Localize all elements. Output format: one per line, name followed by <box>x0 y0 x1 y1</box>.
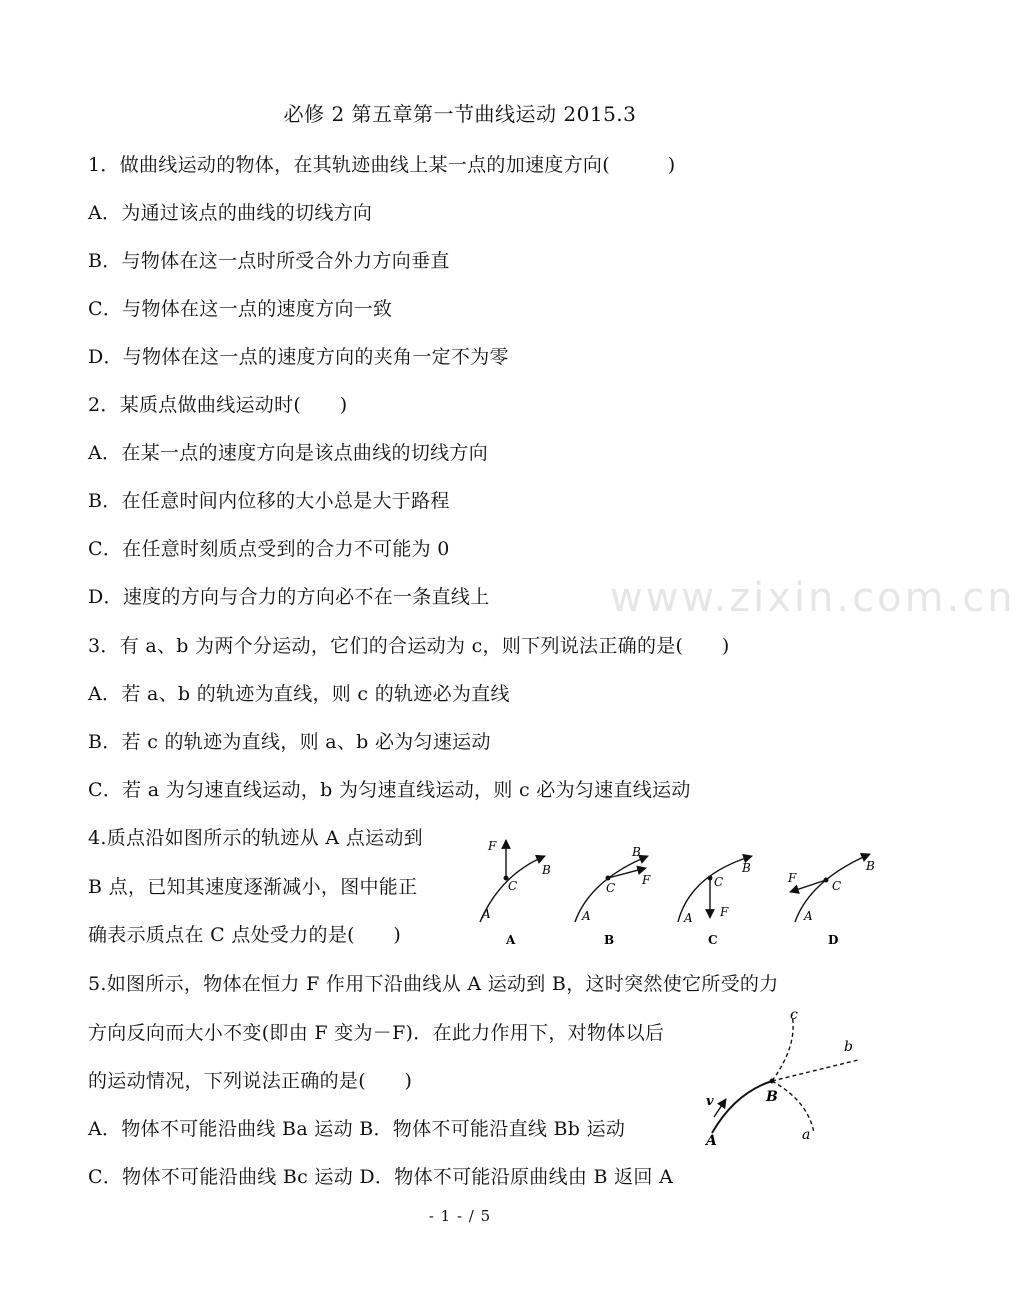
q4-panel-d-label-f: F <box>788 871 797 885</box>
q4-line-2: B 点，已知其速度逐渐减小，图中能正 <box>88 876 418 898</box>
page-number: - 1 - / 5 <box>428 1207 492 1225</box>
q4-panel-c <box>678 856 752 947</box>
q5-figure <box>690 1005 870 1150</box>
q5-line-1: 5.如图所示，物体在恒力 F 作用下沿曲线从 A 运动到 B，这时突然使它所受的力 <box>88 973 779 995</box>
q4-panel-d-label-a: A <box>804 909 813 923</box>
q4-figure <box>470 830 890 950</box>
q4-panel-a-label-b: B <box>542 863 551 877</box>
q4-panel-c-label-a: A <box>684 911 693 925</box>
q4-line-1: 4.质点沿如图所示的轨迹从 A 点运动到 <box>88 827 423 849</box>
q4-line-3: 确表示质点在 C 点处受力的是( ) <box>88 924 402 946</box>
q1-option-c: C．与物体在这一点的速度方向一致 <box>88 298 393 320</box>
q4-panel-b-label-b: B <box>632 845 641 859</box>
q5-label-a-point: A <box>706 1133 717 1149</box>
q1-stem: 1．做曲线运动的物体，在其轨迹曲线上某一点的加速度方向( ) <box>88 154 676 176</box>
q5-label-c: c <box>790 1007 798 1023</box>
q4-panel-a-label-f: F <box>488 839 497 853</box>
q5-label-b-point: B <box>766 1089 778 1105</box>
q2-option-a: A．在某一点的速度方向是该点曲线的切线方向 <box>88 442 489 464</box>
q5-label-a-lower: a <box>802 1127 811 1143</box>
q1-option-a: A．为通过该点的曲线的切线方向 <box>88 202 373 224</box>
q4-panel-d-caption: D <box>828 933 839 947</box>
q2-option-c: C．在任意时刻质点受到的合力不可能为 0 <box>88 538 450 560</box>
q4-panel-d <box>787 854 875 947</box>
q4-panel-b <box>575 845 651 947</box>
q4-panel-c-label-c: C <box>714 875 724 889</box>
q4-panel-b-label-c: C <box>606 881 616 895</box>
q4-panel-d-label-b: B <box>866 859 875 873</box>
q2-option-d: D．速度的方向与合力的方向必不在一条直线上 <box>88 586 490 608</box>
document-title: 必修 2 第五章第一节曲线运动 2015.3 <box>283 102 637 126</box>
q3-option-c: C．若 a 为匀速直线运动，b 为匀速直线运动，则 c 必为匀速直线运动 <box>88 779 691 801</box>
q4-panel-b-label-f: F <box>642 873 651 887</box>
q4-panel-d-label-c: C <box>832 879 842 893</box>
q1-option-d: D．与物体在这一点的速度方向的夹角一定不为零 <box>88 346 509 368</box>
q5-option-ab: A．物体不可能沿曲线 Ba 运动 B．物体不可能沿直线 Bb 运动 <box>88 1118 626 1140</box>
q5-line-3: 的运动情况，下列说法正确的是( ) <box>88 1070 413 1092</box>
q5-line-2: 方向反向而大小不变(即由 F 变为－F)．在此力作用下，对物体以后 <box>88 1022 665 1044</box>
q2-stem: 2．某质点做曲线运动时( ) <box>88 394 348 416</box>
q3-option-b: B．若 c 的轨迹为直线，则 a、b 必为匀速运动 <box>88 731 491 753</box>
q5-option-cd: C．物体不可能沿曲线 Bc 运动 D．物体不可能沿原曲线由 B 返回 A <box>88 1166 674 1188</box>
q2-option-b: B．在任意时间内位移的大小总是大于路程 <box>88 490 450 512</box>
q1-option-b: B．与物体在这一点时所受合外力方向垂直 <box>88 250 450 272</box>
watermark: www.zixin.com.cn <box>610 575 1016 621</box>
q5-label-b-lower: b <box>844 1039 853 1055</box>
q4-panel-b-caption: B <box>604 933 615 947</box>
q3-stem: 3．有 a、b 为两个分运动，它们的合运动为 c，则下列说法正确的是( ) <box>88 635 730 657</box>
q4-panel-b-label-a: A <box>582 909 591 923</box>
q4-panel-a-label-a: A <box>482 907 491 921</box>
q4-panel-a-caption: A <box>506 933 516 947</box>
q4-panel-c-label-f: F <box>720 905 729 919</box>
q4-panel-a-label-c: C <box>508 879 518 893</box>
q5-label-v: v <box>706 1094 714 1109</box>
q4-panel-a <box>480 839 551 947</box>
q4-panel-c-label-b: B <box>742 861 751 875</box>
q3-option-a: A．若 a、b 的轨迹为直线，则 c 的轨迹必为直线 <box>88 683 510 705</box>
q4-panel-c-caption: C <box>708 933 718 947</box>
